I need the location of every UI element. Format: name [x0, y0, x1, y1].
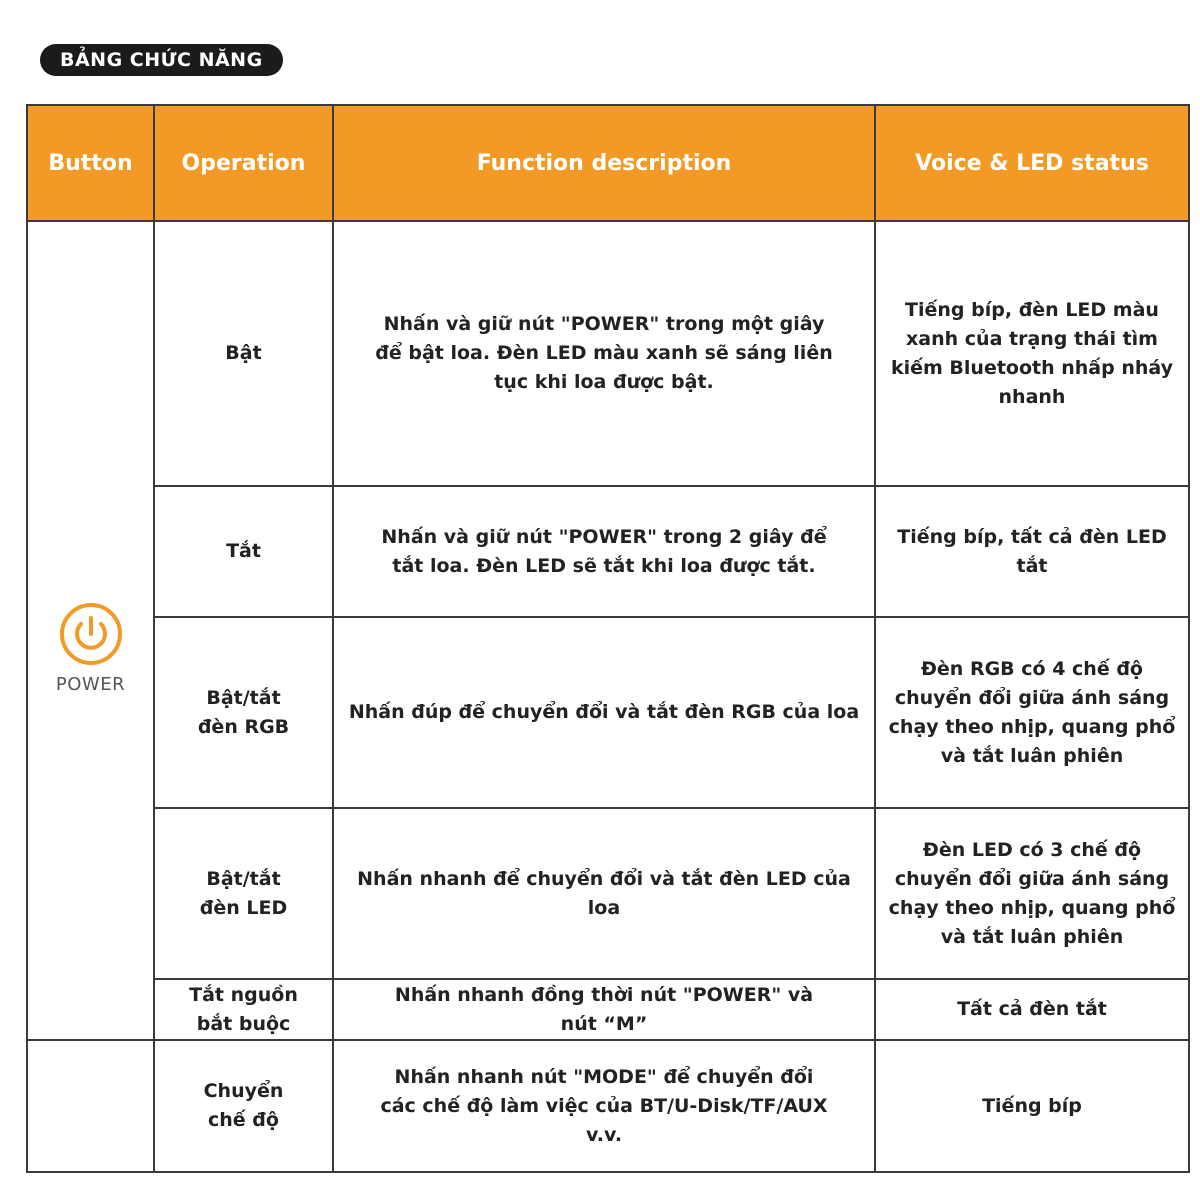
table-row: [27, 221, 1189, 486]
status-cell: Đèn RGB có 4 chế độ chuyển đổi giữa ánh sáng chạy theo nhịp, quang phổ và tắt luân phiên: [875, 617, 1189, 808]
description-cell: Nhấn và giữ nút "POWER" trong 2 giây để tắt loa. Đèn LED sẽ tắt khi loa được tắt.: [333, 486, 875, 617]
power-button-cell: [27, 221, 154, 1040]
header-function: Function description: [333, 105, 875, 221]
description-cell: Nhấn nhanh nút "MODE" để chuyển đổi các chế độ làm việc của BT/U-Disk/TF/AUX v.v.: [333, 1040, 875, 1172]
status-cell: Đèn LED có 3 chế độ chuyển đổi giữa ánh sáng chạy theo nhịp, quang phổ và tắt luân phiên: [875, 808, 1189, 979]
description-cell: Nhấn và giữ nút "POWER" trong một giây để bật loa. Đèn LED màu xanh sẽ sáng liên tục khi loa được bật.: [333, 221, 875, 486]
status-cell: Tiếng bíp, đèn LED màu xanh của trạng thái tìm kiếm Bluetooth nhấp nháy nhanh: [875, 221, 1189, 486]
table-row: [27, 979, 1189, 1040]
operation-cell: Chuyển chế độ: [154, 1040, 333, 1172]
operation-cell: Tắt: [154, 486, 333, 617]
page-title: BẢNG CHỨC NĂNG: [40, 44, 283, 76]
operation-cell: Bật: [154, 221, 333, 486]
header-status: Voice & LED status: [875, 105, 1189, 221]
header-button: Button: [27, 105, 154, 221]
operation-cell: Bật/tắt đèn LED: [154, 808, 333, 979]
header-row: [27, 105, 1189, 221]
table-row: [27, 808, 1189, 979]
power-icon: [59, 602, 123, 666]
table-row: [27, 617, 1189, 808]
header-operation: Operation: [154, 105, 333, 221]
table-row: [27, 486, 1189, 617]
status-cell: Tiếng bíp: [875, 1040, 1189, 1172]
function-table: [26, 104, 1190, 1173]
table-row: [27, 1040, 1189, 1172]
status-cell: Tất cả đèn tắt: [875, 979, 1189, 1040]
description-cell: Nhấn nhanh để chuyển đổi và tắt đèn LED của loa: [333, 808, 875, 979]
operation-cell: Bật/tắt đèn RGB: [154, 617, 333, 808]
description-cell: Nhấn nhanh đồng thời nút "POWER" và nút “M”: [333, 979, 875, 1040]
operation-cell: Tắt nguồn bắt buộc: [154, 979, 333, 1040]
power-label: POWER: [55, 674, 126, 695]
description-cell: Nhấn đúp để chuyển đổi và tắt đèn RGB của loa: [333, 617, 875, 808]
empty-button-cell: [27, 1040, 154, 1172]
status-cell: Tiếng bíp, tất cả đèn LED tắt: [875, 486, 1189, 617]
